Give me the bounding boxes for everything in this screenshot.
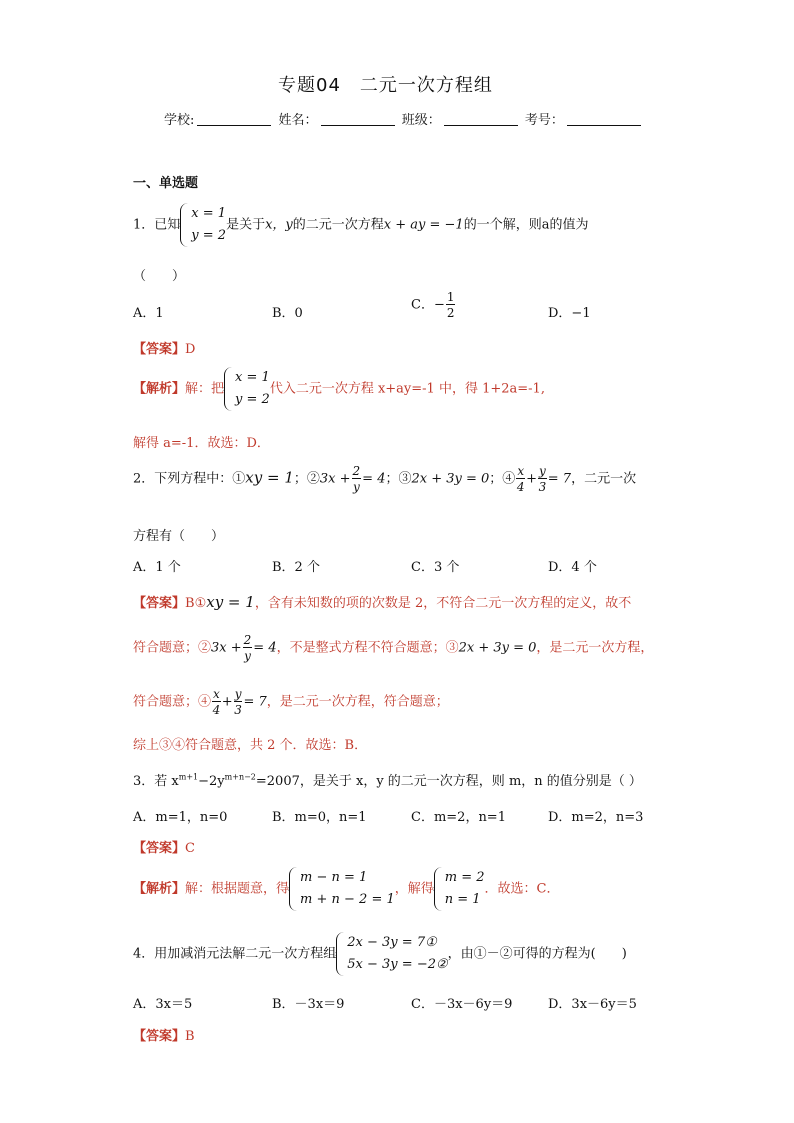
q1-prefix: 1．已知 (133, 217, 181, 233)
q1-suffix: 的一个解，则a的值为 (463, 217, 589, 233)
q3-option-d[interactable]: D．m=2，n=3 (548, 810, 644, 825)
class-blank[interactable] (444, 112, 518, 126)
q2-option-a[interactable]: A．1 个 (133, 560, 181, 575)
q2-answer-line-2: 符合题意；②3x + $\frac{2}{y}$ = 4，不是整式方程不符合题意；③2x + 3y = 0，是二元一次方程， (133, 633, 654, 663)
q1-answer: 【答案】D (133, 342, 196, 357)
q4-option-d[interactable]: D．3x－6y＝5 (548, 997, 637, 1012)
exam-no-blank[interactable] (567, 112, 641, 126)
page-title: 专题04 二元一次方程组 (278, 75, 493, 96)
q1-option-a[interactable]: A．1 (133, 306, 164, 321)
q2-option-b[interactable]: B．2 个 (272, 560, 320, 575)
q1-analysis-line-2: 解得 a=-1．故选：D． (133, 436, 270, 451)
exam-no-label: 考号： (524, 113, 564, 128)
q1-analysis: 【解析】解：把 x = 1 y = 2 代入二元一次方程 x+ay=-1 中，得 1+2a=-1, (133, 367, 545, 411)
section-heading: 一、单选题 (133, 176, 199, 191)
q3-option-c[interactable]: C．m=2，n=1 (411, 810, 506, 825)
q3-answer: 【答案】C (133, 841, 195, 856)
name-label: 姓名： (278, 113, 318, 128)
q1-vars: x，y (265, 217, 293, 233)
question-4: 4．用加减消元法解二元一次方程组 2x − 3y = 7① 5x − 3y = −2② ，由①－②可得的方程为( ) (133, 932, 627, 976)
q2-line-2: 方程有（ ） (133, 529, 225, 544)
q2-answer-line-4: 综上③④符合题意，共 2 个．故选：B． (133, 738, 368, 753)
q1-equation: x + ay = −1 (383, 217, 464, 233)
q1-paren: （ ） (133, 269, 186, 284)
q2-option-d[interactable]: D．4 个 (548, 560, 597, 575)
q1-text-2: 的二元一次方程 (292, 217, 384, 233)
q1-option-b[interactable]: B．0 (272, 306, 303, 321)
class-label: 班级： (401, 113, 441, 128)
question-1 (133, 203, 588, 247)
school-blank[interactable] (197, 112, 271, 126)
q2-option-c[interactable]: C．3 个 (411, 560, 460, 575)
q3-analysis: 【解析】解：根据题意，得 m − n = 1 m + n − 2 = 1 ，解得 m = 2 n = 1 ．故选：C． (133, 867, 559, 911)
q1-option-c[interactable]: C．− $\frac{1}{2}$ (411, 290, 455, 320)
q3-option-a[interactable]: A．m=1，n=0 (133, 810, 228, 825)
q4-option-b[interactable]: B．－3x＝9 (272, 997, 345, 1012)
q1-text: 是关于 (226, 217, 266, 233)
q3-option-b[interactable]: B．m=0，n=1 (272, 810, 367, 825)
q4-answer: 【答案】B (133, 1029, 195, 1044)
question-2: 2．下列方程中：①xy = 1；②3x + $\frac{2}{y}$ = 4；③2x + 3y = 0；④ $\frac{x}{4}$ + $\frac{y}{3}$ = 7，二元一次 (133, 464, 637, 494)
q2-answer-line-1: 【答案】B①xy = 1，含有未知数的项的次数是 2，不符合二元一次方程的定义，故不 (133, 593, 632, 611)
student-info-line (164, 109, 644, 128)
q1-analysis-system: x = 1 y = 2 (224, 367, 270, 411)
q4-option-a[interactable]: A．3x＝5 (133, 997, 193, 1012)
name-blank[interactable] (321, 112, 395, 126)
q4-option-c[interactable]: C．－3x－6y＝9 (411, 997, 513, 1012)
q1-equation-system: x = 1 y = 2 (180, 203, 226, 247)
school-label: 学校: (164, 113, 195, 128)
question-3: 3．若 $x^{m+1}-2y^{m+n-2}=2007$，是关于 x，y 的二元一次方程，则 m，n 的值分别是（ ） (133, 772, 642, 789)
q2-answer-line-3: 符合题意；④ $\frac{x}{4}$ + $\frac{y}{3}$ = 7，是二元一次方程，符合题意； (133, 687, 449, 717)
q1-option-d[interactable]: D．−1 (548, 306, 591, 321)
